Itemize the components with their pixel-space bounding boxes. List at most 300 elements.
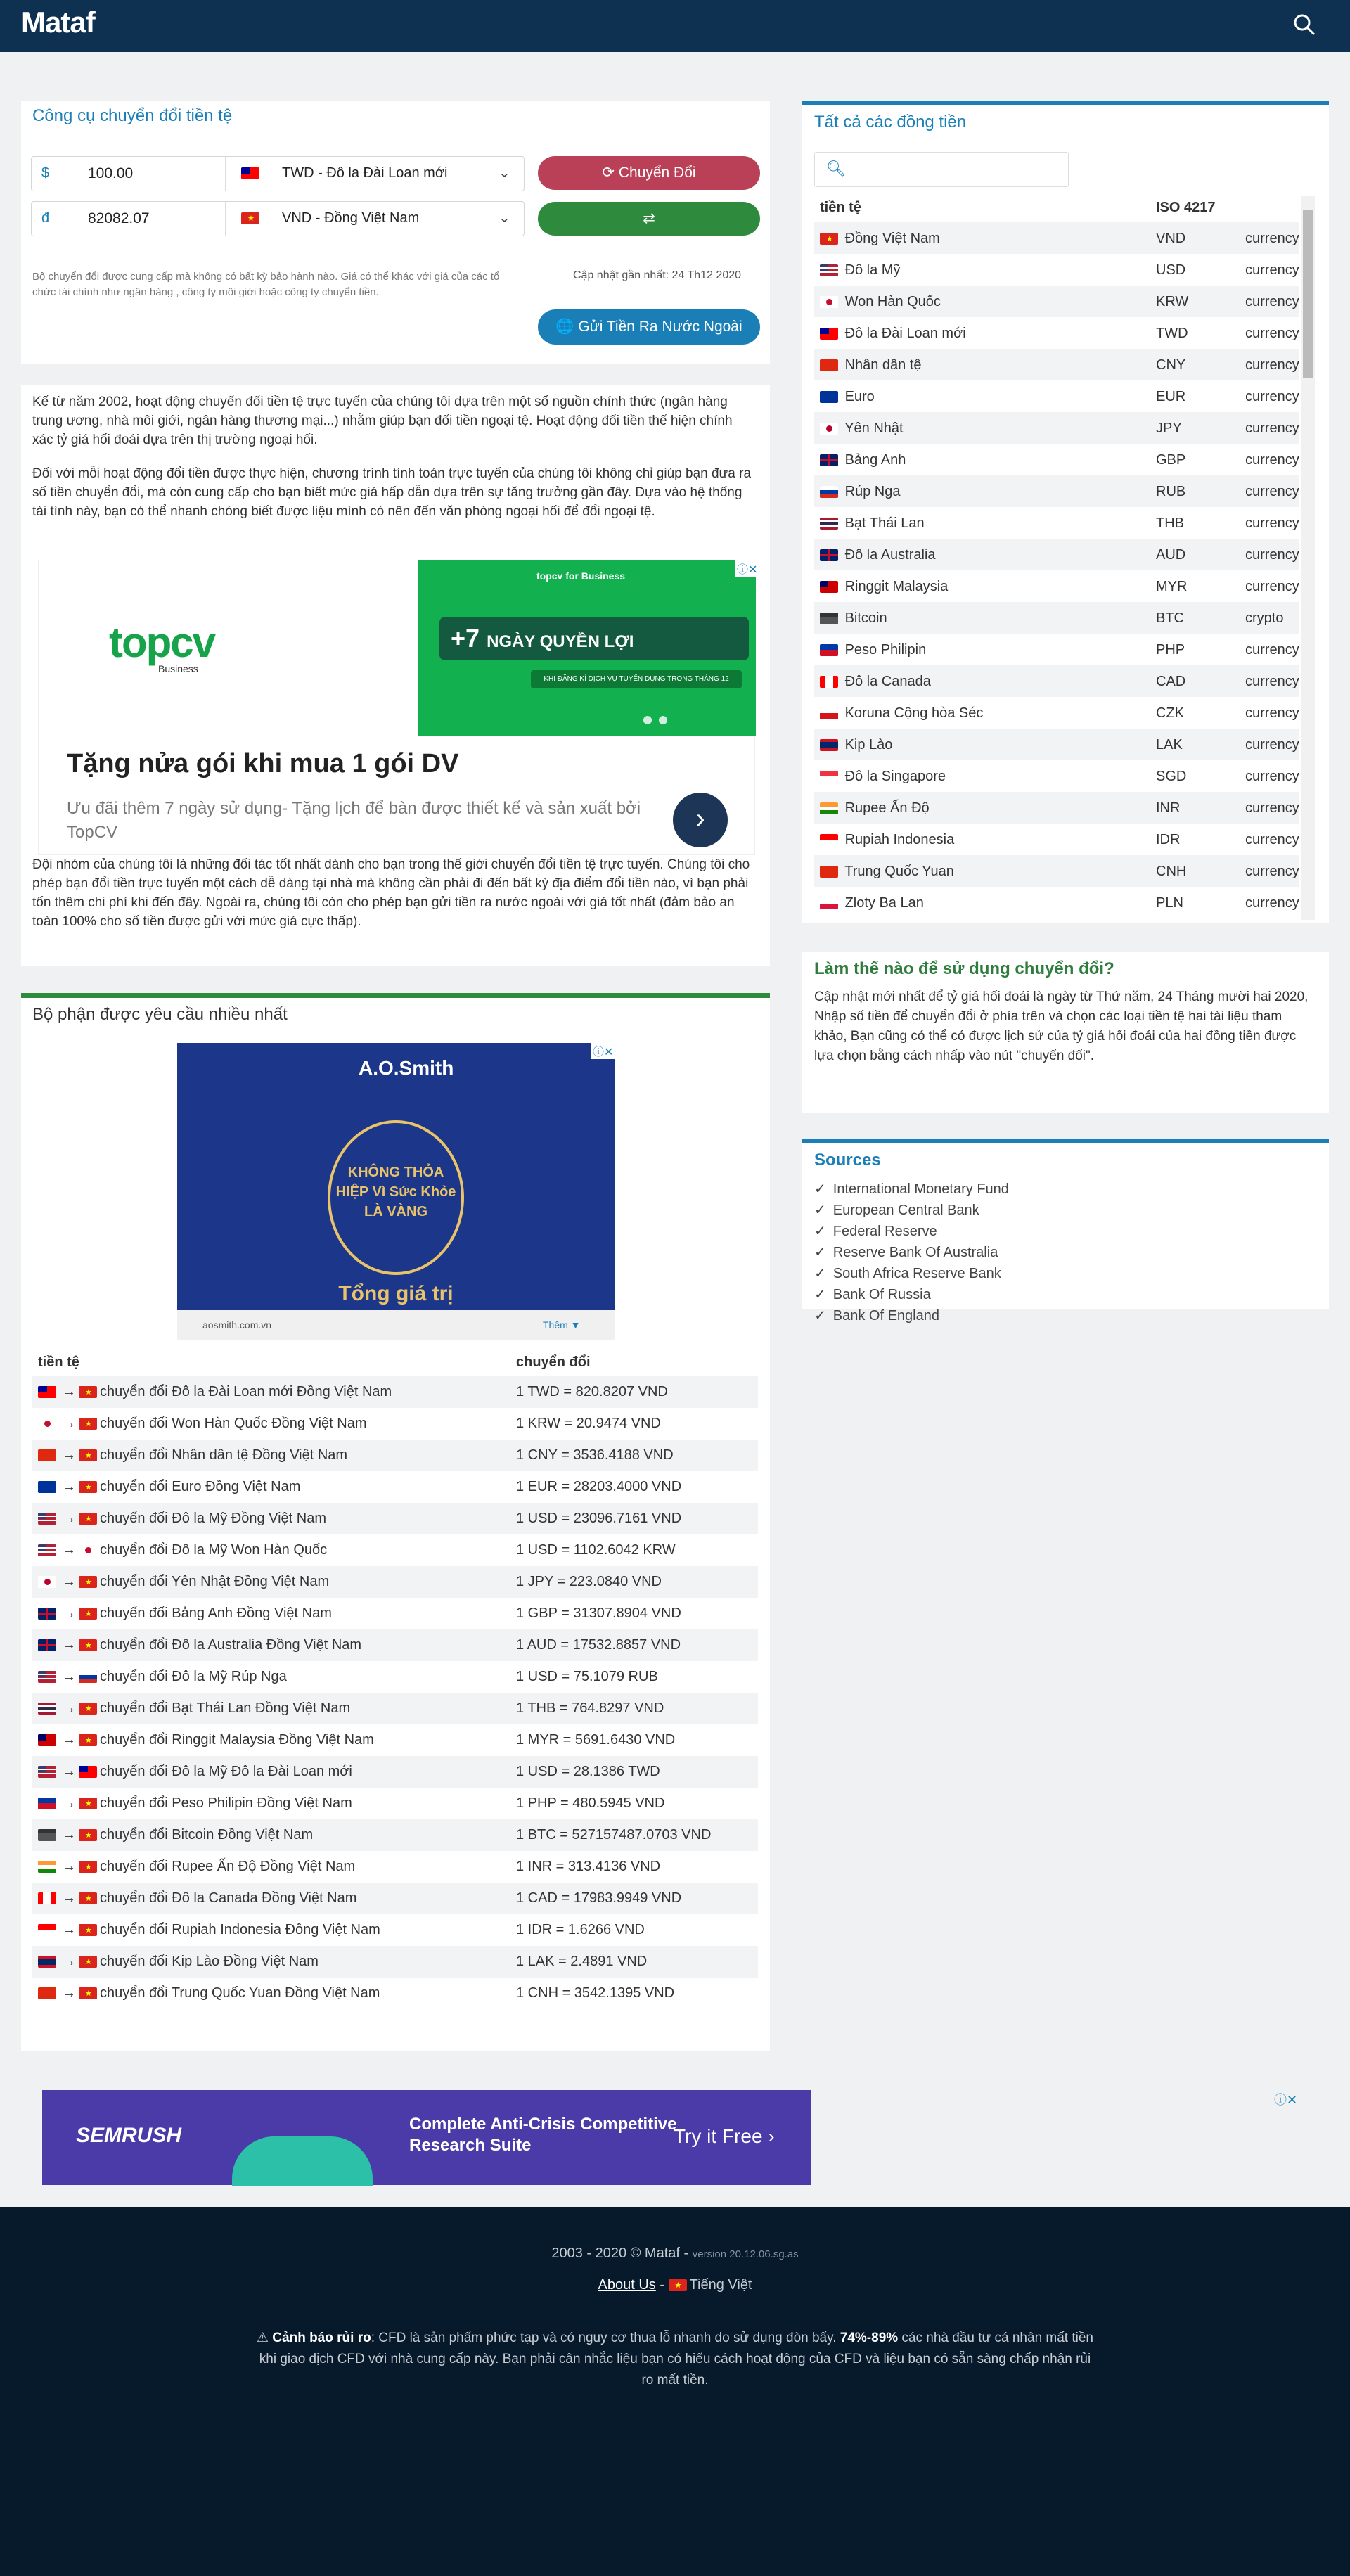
flag-sg-icon — [820, 771, 838, 783]
conversion-link[interactable]: chuyển đổi Rupee Ấn Độ Đồng Việt Nam — [100, 1859, 356, 1874]
conversion-rate: 1 MYR = 5691.6430 VND — [516, 1732, 676, 1748]
arrow-right-icon: → — [62, 1985, 76, 2001]
currency-list-item[interactable] — [814, 602, 1299, 634]
arrow-right-icon: → — [62, 1669, 76, 1684]
conversion-link[interactable]: chuyển đổi Yên Nhật Đồng Việt Nam — [100, 1574, 330, 1589]
convert-button-label: Chuyển Đổi — [618, 165, 696, 181]
currency-name[interactable]: Yên Nhật — [844, 421, 904, 436]
table-row[interactable] — [32, 1914, 758, 1946]
converter-title: Công cụ chuyển đổi tiền tệ — [32, 106, 233, 125]
ad-close-icon[interactable]: ⓘ✕ — [735, 560, 759, 577]
currency-name[interactable]: Bitcoin — [844, 610, 887, 626]
conversion-link[interactable]: chuyển đổi Kip Lào Đồng Việt Nam — [100, 1954, 319, 1969]
currency-iso: RUB — [1156, 484, 1186, 499]
currency-type: currency — [1245, 421, 1299, 436]
send-money-button[interactable] — [538, 309, 760, 345]
currency-list-item[interactable] — [814, 507, 1299, 539]
currency-name[interactable]: Nhân dân tệ — [844, 357, 922, 373]
copyright: 2003 - 2020 © Mataf - version 20.12.06.sg.as — [551, 2245, 799, 2261]
flag-eu-icon — [820, 391, 838, 403]
currency-name[interactable]: Rupee Ấn Độ — [844, 800, 930, 816]
check-icon: ✓ — [814, 1266, 826, 1281]
check-icon: ✓ — [814, 1245, 826, 1260]
footer — [0, 2207, 1350, 2576]
currency-list-item[interactable] — [814, 634, 1299, 665]
currency-name[interactable]: Koruna Cộng hòa Séc — [844, 705, 984, 721]
flag-kr-icon — [38, 1418, 56, 1430]
currency-name[interactable]: Kip Lào — [844, 737, 893, 752]
popular-table — [32, 1348, 758, 2009]
source-item: ✓ South Africa Reserve Bank — [814, 1266, 1001, 1281]
chevron-down-icon[interactable]: ⌄ — [499, 165, 510, 181]
flag-my-icon — [820, 581, 838, 593]
ad-headline: Tặng nửa gói khi mua 1 gói DV — [67, 749, 459, 778]
conversion-link[interactable]: chuyển đổi Euro Đồng Việt Nam — [100, 1479, 301, 1494]
arrow-right-icon: → — [62, 1384, 76, 1399]
table-row[interactable] — [32, 1408, 758, 1440]
currency-name[interactable]: Rupiah Indonesia — [844, 832, 955, 847]
currency-list-item[interactable] — [814, 475, 1299, 507]
currency-iso: GBP — [1156, 452, 1186, 468]
flag-in-icon — [38, 1861, 56, 1873]
swap-icon: ⇄ — [643, 210, 655, 226]
currency-type: currency — [1245, 294, 1299, 309]
currency-type: currency — [1245, 705, 1299, 721]
conversion-rate: 1 USD = 28.1386 TWD — [516, 1764, 660, 1779]
description-paragraph: Kể từ năm 2002, hoạt động chuyển đổi tiền tệ trực tuyến của chúng tôi dựa trên một số nguồn chính thức (ngân hàng trung ương, nhà môi giới, ngân hàng thương mại...) nhằm giúp bạn đổi tiền ngoại tệ. Hoạt động đổi tiền thể hiện chính xác tỷ giá hối đoái dựa trên thị trường ngoại hối. — [32, 395, 733, 447]
dong-icon: đ — [41, 210, 50, 226]
conversion-rate: 1 INR = 313.4136 VND — [516, 1859, 661, 1874]
table-row[interactable] — [32, 1693, 758, 1724]
swap-button[interactable] — [538, 202, 760, 236]
check-icon: ✓ — [814, 1203, 826, 1218]
currency-name[interactable]: Trung Quốc Yuan — [844, 864, 954, 879]
flag-ca-icon — [38, 1892, 56, 1904]
about-us-link[interactable]: About Us — [598, 2277, 656, 2293]
currency-type: currency — [1245, 547, 1299, 563]
currency-iso: CZK — [1156, 705, 1184, 721]
currency-type: currency — [1245, 800, 1299, 816]
currency-name[interactable]: Bảng Anh — [844, 452, 906, 468]
from-currency-row — [31, 156, 525, 191]
currency-iso: JPY — [1156, 421, 1182, 436]
conversion-rate: 1 LAK = 2.4891 VND — [516, 1954, 648, 1969]
from-currency-select[interactable]: TWD - Đô la Đài Loan mới — [282, 165, 448, 181]
all-currencies-panel — [802, 101, 1329, 923]
table-row[interactable] — [32, 1661, 758, 1693]
flag-cz-icon — [820, 707, 838, 719]
conversion-rate: 1 USD = 75.1079 RUB — [516, 1669, 658, 1684]
flag-vn-icon: ★ — [79, 1956, 97, 1968]
currency-name[interactable]: Bạt Thái Lan — [844, 515, 925, 531]
risk-warning: ⚠ Cảnh báo rủi ro: CFD là sản phẩm phức tạp và có nguy cơ thua lỗ nhanh do sử dụng đòn bẩy. 74%-89% các nhà đầu tư cá nhân mất tiền khi giao dịch CFD với nhà cung cấp này. Bạn phải cân nhắc liệu bạn có hiểu cách hoạt động của CFD và liệu bạn có sẵn sàng chấp nhận rủi ro mất tiền. — [256, 2331, 1093, 2388]
currency-list-item[interactable] — [814, 760, 1299, 792]
chevron-down-icon[interactable]: ⌄ — [499, 210, 510, 226]
flag-jp-icon — [820, 423, 838, 435]
currency-iso: MYR — [1156, 579, 1188, 594]
currency-type: currency — [1245, 642, 1299, 658]
table-row[interactable] — [32, 1376, 758, 1408]
table-row[interactable] — [32, 1883, 758, 1914]
flag-id-icon — [820, 834, 838, 846]
flag-kr-icon — [820, 296, 838, 308]
currency-iso: THB — [1156, 515, 1184, 531]
arrow-right-icon: → — [62, 1574, 76, 1589]
flag-id-icon — [38, 1924, 56, 1936]
conversion-link[interactable]: chuyển đổi Rupiah Indonesia Đồng Việt Nam — [100, 1922, 380, 1937]
currency-type: currency — [1245, 864, 1299, 879]
howto-title: Làm thế nào để sử dụng chuyển đổi? — [814, 959, 1114, 978]
currency-name[interactable]: Đô la Mỹ — [844, 262, 901, 278]
currency-iso: VND — [1156, 231, 1186, 246]
conversion-link[interactable]: chuyển đổi Đô la Mỹ Rúp Nga — [100, 1669, 287, 1684]
currency-list-item[interactable] — [814, 792, 1299, 824]
conversion-rate: 1 JPY = 223.0840 VND — [516, 1574, 662, 1589]
top-navbar — [0, 0, 1350, 52]
currency-name[interactable]: Won Hàn Quốc — [844, 294, 941, 309]
currency-type: currency — [1245, 231, 1299, 246]
currency-iso: TWD — [1156, 326, 1188, 341]
currency-list-item[interactable] — [814, 887, 1299, 918]
conversion-link[interactable]: chuyển đổi Đô la Mỹ Đồng Việt Nam — [100, 1511, 327, 1526]
table-row[interactable] — [32, 1978, 758, 2009]
source-item: ✓ Reserve Bank Of Australia — [814, 1245, 998, 1260]
conversion-link[interactable]: chuyển đổi Đô la Đài Loan mới Đồng Việt Nam — [100, 1384, 392, 1399]
source-item: ✓ European Central Bank — [814, 1203, 979, 1218]
check-icon: ✓ — [814, 1181, 826, 1197]
table-row[interactable] — [32, 1440, 758, 1471]
currency-list-item[interactable] — [814, 254, 1299, 286]
aosmith-logo: A.O.Smith — [359, 1057, 454, 1079]
currency-list-item[interactable] — [814, 222, 1299, 254]
flag-vn-icon: ★ — [79, 1861, 97, 1873]
table-row[interactable] — [32, 1788, 758, 1819]
ad-plus-box: +7 NGÀY QUYỀN LỢI — [439, 617, 749, 660]
conversion-rate: 1 USD = 23096.7161 VND — [516, 1511, 682, 1526]
sources-panel — [802, 1139, 1329, 1324]
source-item: ✓ Federal Reserve — [814, 1224, 937, 1239]
conversion-rate: 1 CNH = 3542.1395 VND — [516, 1985, 675, 2001]
conversion-link[interactable]: chuyển đổi Bảng Anh Đồng Việt Nam — [100, 1606, 332, 1621]
conversion-rate: 1 IDR = 1.6266 VND — [516, 1922, 645, 1937]
conversion-rate: 1 CNY = 3536.4188 VND — [516, 1447, 674, 1463]
currency-list — [814, 194, 1299, 925]
topcv-logo-sub: Business — [158, 663, 198, 674]
flag-vn-icon: ★ — [79, 1924, 97, 1936]
flag-vn-icon: ★ — [79, 1734, 97, 1746]
currency-name[interactable]: Đô la Canada — [844, 674, 931, 689]
currency-list-item[interactable] — [814, 317, 1299, 349]
arrow-right-icon: → — [62, 1732, 76, 1748]
flag-eu-icon — [38, 1481, 56, 1493]
conversion-link[interactable]: chuyển đổi Bạt Thái Lan Đồng Việt Nam — [100, 1700, 351, 1716]
currency-iso: IDR — [1156, 832, 1181, 847]
topcv-ad[interactable] — [38, 560, 758, 855]
flag-us-icon — [820, 264, 838, 276]
sources-list — [814, 1180, 1016, 1328]
convert-button[interactable] — [538, 156, 760, 190]
table-row[interactable] — [32, 1756, 758, 1788]
flag-us-icon — [38, 1671, 56, 1683]
howto-text: Cập nhật mới nhất để tỷ giá hối đoái là ngày từ Thứ năm, 24 Tháng mười hai 2020, Nhập số tiền để chuyển đổi ở phía trên và chọn các loại tiền tệ hai tài liệu tham khảo, Bạn cũng có thể có được lịch sử của tỷ giá hối đoái của hai đồng tiền được lựa chọn bằng cách nhấp vào nút "chuyển đổi". — [814, 989, 1309, 1063]
source-item: ✓ Bank Of England — [814, 1308, 939, 1324]
ad-close-icon[interactable]: ⓘ✕ — [591, 1043, 615, 1059]
semrush-ad[interactable] — [42, 2090, 811, 2185]
source-item: ✓ Bank Of Russia — [814, 1287, 931, 1302]
howto-panel — [802, 952, 1329, 1113]
currency-search-input[interactable] — [814, 152, 1069, 187]
arrow-right-icon: → — [62, 1764, 76, 1779]
warning-icon: ⚠ — [256, 2331, 273, 2345]
flag-cn-icon — [820, 359, 838, 371]
currency-type: currency — [1245, 357, 1299, 373]
sources-title: Sources — [814, 1151, 881, 1170]
conversion-rate: 1 AUD = 17532.8857 VND — [516, 1637, 681, 1653]
table-row[interactable] — [32, 1471, 758, 1503]
currency-type: currency — [1245, 515, 1299, 531]
description-panel — [21, 385, 770, 966]
flag-cn-icon — [38, 1449, 56, 1461]
col-header-iso: ISO 4217 — [1156, 200, 1216, 215]
currency-type: currency — [1245, 674, 1299, 689]
arrow-right-icon: → — [62, 1416, 76, 1431]
currency-name[interactable]: Ringgit Malaysia — [844, 579, 949, 594]
table-row[interactable] — [32, 1946, 758, 1978]
conversion-rate: 1 KRW = 20.9474 VND — [516, 1416, 661, 1431]
currency-list-item[interactable] — [814, 824, 1299, 855]
search-icon: 🔍︎ — [826, 160, 846, 177]
arrow-right-icon: → — [62, 1954, 76, 1969]
converted-amount-input[interactable]: 82082.07 — [71, 202, 226, 236]
table-row[interactable] — [32, 1724, 758, 1756]
arrow-right-icon: → — [62, 1890, 76, 1906]
ad-caption: Tổng giá trị — [338, 1282, 454, 1305]
currency-iso: BTC — [1156, 610, 1184, 626]
currency-type: currency — [1245, 452, 1299, 468]
flag-us-icon — [38, 1766, 56, 1778]
currency-list-item[interactable] — [814, 855, 1299, 887]
conversion-link[interactable]: chuyển đổi Đô la Canada Đồng Việt Nam — [100, 1890, 357, 1906]
table-row[interactable] — [32, 1851, 758, 1883]
flag-vn-icon: ★ — [79, 1892, 97, 1904]
chevron-right-icon[interactable]: › — [673, 793, 728, 847]
try-free-button[interactable]: Try it Free › — [674, 2125, 775, 2147]
ad-close-icon[interactable]: ⓘ✕ — [1274, 2093, 1298, 2107]
conversion-link[interactable]: chuyển đổi Nhân dân tệ Đồng Việt Nam — [100, 1447, 348, 1463]
flag-ru-icon — [79, 1671, 97, 1683]
flag-vn-icon: ★ — [79, 1513, 97, 1525]
arrow-right-icon: → — [62, 1922, 76, 1937]
language-link[interactable]: Tiếng Việt — [689, 2277, 752, 2293]
currency-iso: USD — [1156, 262, 1186, 278]
table-row[interactable] — [32, 1503, 758, 1534]
version-text: version 20.12.06.sg.as — [692, 2248, 799, 2260]
currency-name[interactable]: Đô la Australia — [844, 547, 936, 563]
currency-iso: PLN — [1156, 895, 1183, 911]
flag-ru-icon — [820, 486, 838, 498]
flag-vn-icon: ★ — [79, 1608, 97, 1620]
flag-la-icon — [820, 739, 838, 751]
currency-type: currency — [1245, 484, 1299, 499]
flag-th-icon — [820, 518, 838, 530]
currency-list-item[interactable] — [814, 570, 1299, 602]
flag-vn-icon: ★ — [241, 212, 259, 224]
ad-strip: KHI ĐĂNG KÍ DỊCH VỤ TUYỂN DỤNG TRONG THÁNG 12 — [531, 670, 742, 688]
arrow-right-icon: → — [62, 1700, 76, 1716]
currency-list-item[interactable] — [814, 444, 1299, 475]
flag-vn-icon: ★ — [79, 1449, 97, 1461]
currency-name[interactable]: Zloty Ba Lan — [844, 895, 924, 911]
currency-iso: SGD — [1156, 769, 1187, 784]
currency-list-scrollbar[interactable] — [1301, 196, 1315, 920]
flag-vn-icon: ★ — [79, 1576, 97, 1588]
currency-name[interactable]: Đô la Singapore — [844, 769, 946, 784]
currency-list-item[interactable] — [814, 380, 1299, 412]
flag-tw-icon — [820, 328, 838, 340]
flag-vn-icon: ★ — [669, 2279, 687, 2291]
currency-name[interactable]: Rúp Nga — [844, 484, 901, 499]
send-money-label: Gửi Tiền Ra Nước Ngoài — [578, 319, 742, 335]
conversion-link[interactable]: chuyển đổi Won Hàn Quốc Đồng Việt Nam — [100, 1416, 367, 1431]
currency-type: currency — [1245, 769, 1299, 784]
description-paragraph: Đối với mỗi hoạt động đổi tiền được thực hiện, chương trình tính toán trực tuyến của chúng tôi không chỉ giúp bạn đưa ra số tiền chuyển đổi, mà còn cung cấp cho bạn biết mức giá hấp dẫn dựa trên sự tăng trưởng gần đây. Dựa vào hệ thống tài tình này, bạn có thể nhanh chóng biết được liệu mình có nên đến văn phòng ngoại hối để đổi ngoại tệ. — [32, 466, 752, 519]
arrow-right-icon: → — [62, 1447, 76, 1463]
currency-iso: AUD — [1156, 547, 1186, 563]
search-icon[interactable] — [1292, 13, 1316, 37]
ad-green-title: topcv for Business — [536, 570, 626, 582]
currency-name[interactable]: Đồng Việt Nam — [844, 231, 940, 246]
table-row[interactable] — [32, 1819, 758, 1851]
currency-type: currency — [1245, 262, 1299, 278]
flag-vn-icon: ★ — [79, 1703, 97, 1715]
ad-illustration — [232, 2136, 373, 2186]
flag-au-icon — [38, 1639, 56, 1651]
flag-my-icon — [38, 1734, 56, 1746]
conversion-link[interactable]: chuyển đổi Bitcoin Đồng Việt Nam — [100, 1827, 314, 1843]
currency-name[interactable]: Đô la Đài Loan mới — [844, 326, 966, 341]
description-paragraph: Đội nhóm của chúng tôi là những đối tác tốt nhất dành cho bạn trong thế giới chuyển đổi tiền tệ trực tuyến. Chúng tôi cho phép bạn đổi tiền trực tuyến một cách dễ dàng tại nhà mà không cần phải đi đến bất kỳ địa điểm đổi tiền nào, vì bạn phải tốn thêm chi phí khi đến đây. Ngoài ra, chúng tôi còn cho phép bạn gửi tiền ra nước ngoài với giá tốt nhất (đảm bảo an toàn 100% cho số tiền được gửi với mức giá cực thấp). — [32, 857, 750, 929]
currency-type: currency — [1245, 737, 1299, 752]
table-row[interactable] — [32, 1629, 758, 1661]
currency-list-header — [814, 194, 1299, 222]
currency-iso: EUR — [1156, 389, 1186, 404]
currency-list-item[interactable] — [814, 349, 1299, 380]
footer-links: About Us - ★ Tiếng Việt — [598, 2277, 752, 2293]
col-header-conversion: chuyển đổi — [516, 1354, 591, 1370]
converter-panel — [21, 101, 770, 364]
flag-vn-icon: ★ — [79, 1829, 97, 1841]
currency-list-item[interactable] — [814, 412, 1299, 444]
amount-input[interactable]: 100.00 — [71, 157, 226, 191]
currency-list-item[interactable] — [814, 729, 1299, 760]
to-currency-select[interactable]: VND - Đồng Việt Nam — [282, 210, 420, 226]
conversion-link[interactable]: chuyển đổi Đô la Mỹ Won Hàn Quốc — [100, 1542, 328, 1558]
ad-more-link[interactable]: Thêm ▼ — [543, 1319, 581, 1331]
last-updated: Cập nhật gần nhất: 24 Th12 2020 — [573, 269, 742, 281]
dollar-icon: $ — [41, 165, 50, 181]
arrow-right-icon: → — [62, 1606, 76, 1621]
arrow-right-icon: → — [62, 1859, 76, 1874]
semrush-logo: SEMRUSH — [76, 2124, 182, 2147]
source-item: ✓ International Monetary Fund — [814, 1181, 1009, 1197]
conversion-link[interactable]: chuyển đổi Ringgit Malaysia Đồng Việt Nam — [100, 1732, 374, 1748]
check-icon: ✓ — [814, 1308, 826, 1324]
flag-pl-icon — [820, 897, 838, 909]
conversion-link[interactable]: chuyển đổi Đô la Mỹ Đô la Đài Loan mới — [100, 1764, 352, 1779]
flag-vn-icon: ★ — [820, 233, 838, 245]
currency-type: currency — [1245, 579, 1299, 594]
all-currencies-title: Tất cả các đồng tiền — [814, 113, 967, 132]
currency-type: currency — [1245, 326, 1299, 341]
currency-list-item[interactable] — [814, 539, 1299, 570]
conversion-link[interactable]: chuyển đổi Peso Philipin Đồng Việt Nam — [100, 1795, 352, 1811]
table-row[interactable] — [32, 1566, 758, 1598]
disclaimer-text: Bộ chuyển đổi được cung cấp mà không có bất kỳ bảo hành nào. Giá có thể khác với giá của các tổ chức tài chính như ngân hàng , công ty môi giới hoặc công ty chuyển tiền. — [32, 271, 500, 298]
currency-name[interactable]: Peso Philipin — [844, 642, 927, 658]
currency-iso: PHP — [1156, 642, 1185, 658]
arrow-right-icon: → — [62, 1511, 76, 1526]
table-row[interactable] — [32, 1534, 758, 1566]
flag-vn-icon: ★ — [79, 1798, 97, 1809]
ad-subtext: Ưu đãi thêm 7 ngày sử dụng- Tặng lịch để bàn được thiết kế và sản xuất bởi TopCV — [67, 799, 641, 842]
conversion-rate: 1 THB = 764.8297 VND — [516, 1700, 664, 1716]
flag-vn-icon: ★ — [79, 1386, 97, 1398]
carousel-dots[interactable] — [643, 712, 674, 729]
flag-cn-icon — [38, 1987, 56, 1999]
flag-ca-icon — [820, 676, 838, 688]
flag-ph-icon — [820, 644, 838, 656]
flag-ph-icon — [38, 1798, 56, 1809]
semrush-headline: Complete Anti-Crisis Competitive Research Suite — [409, 2115, 677, 2155]
conversion-rate: 1 PHP = 480.5945 VND — [516, 1795, 665, 1811]
currency-type: currency — [1245, 895, 1299, 911]
popular-title: Bộ phận được yêu cầu nhiều nhất — [32, 1005, 288, 1024]
section-divider — [21, 993, 770, 998]
flag-th-icon — [38, 1703, 56, 1715]
currency-iso: CAD — [1156, 674, 1186, 689]
conversion-link[interactable]: chuyển đổi Đô la Australia Đồng Việt Nam — [100, 1637, 362, 1653]
table-row[interactable] — [32, 1598, 758, 1629]
flag-us-icon — [38, 1513, 56, 1525]
topcv-logo: topcv — [109, 619, 215, 666]
flag-tw-icon — [38, 1386, 56, 1398]
flag-tw-icon — [241, 167, 259, 179]
currency-list-item[interactable] — [814, 286, 1299, 317]
col-header-currency: tiền tệ — [820, 200, 861, 215]
check-icon: ✓ — [814, 1224, 826, 1239]
conversion-link[interactable]: chuyển đổi Trung Quốc Yuan Đồng Việt Nam — [100, 1985, 380, 2001]
currency-name[interactable]: Euro — [844, 389, 875, 404]
conversion-rate: 1 EUR = 28203.4000 VND — [516, 1479, 682, 1494]
ad-footer: aosmith.com.vn Thêm ▼ — [177, 1310, 615, 1340]
arrow-right-icon: → — [62, 1542, 76, 1558]
conversion-rate: 1 GBP = 31307.8904 VND — [516, 1606, 681, 1621]
flag-gb-icon — [38, 1608, 56, 1620]
conversion-rate: 1 CAD = 17983.9949 VND — [516, 1890, 682, 1906]
currency-list-item[interactable] — [814, 665, 1299, 697]
site-logo[interactable]: Mataf — [21, 6, 95, 39]
currency-type: currency — [1245, 389, 1299, 404]
flag-vn-icon: ★ — [79, 1639, 97, 1651]
currency-list-item[interactable] — [814, 697, 1299, 729]
globe-icon: 🌐 — [555, 319, 579, 335]
aosmith-ad[interactable] — [177, 1043, 615, 1340]
currency-iso: CNH — [1156, 864, 1187, 879]
flag-gb-icon — [820, 454, 838, 466]
flag-us-icon — [38, 1544, 56, 1556]
conversion-rate: 1 USD = 1102.6042 KRW — [516, 1542, 676, 1558]
conversion-rate: 1 BTC = 527157487.0703 VND — [516, 1827, 712, 1843]
